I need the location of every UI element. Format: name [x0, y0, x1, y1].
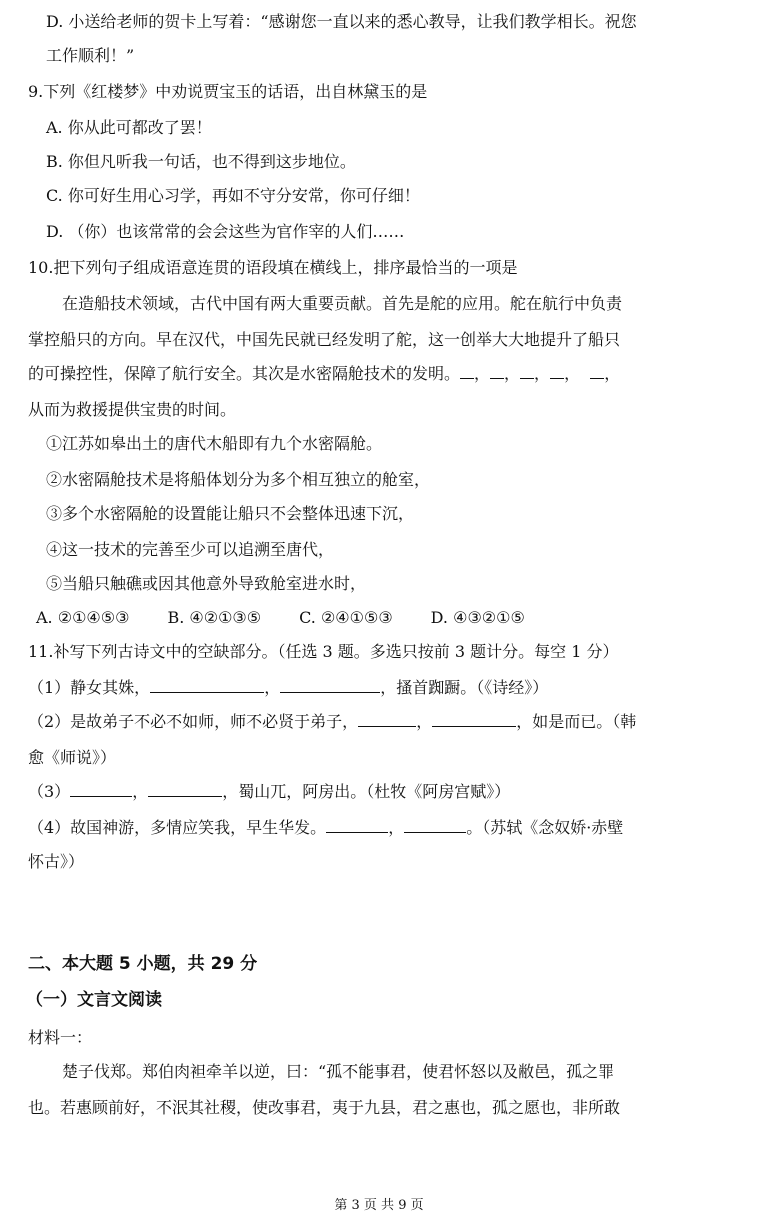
q10-blank-4[interactable] [550, 364, 564, 379]
q10-blank-3[interactable] [520, 364, 534, 379]
q10-sentence-4: ④这一技术的完善至少可以追溯至唐代， [46, 540, 335, 559]
q10-option-a[interactable]: A. ②①④⑤③ [36, 608, 130, 627]
q10-blank-5[interactable] [590, 364, 604, 379]
q8-option-d-line1: D. 小送给老师的贺卡上写着：“感谢您一直以来的悉心教导，让我们教学相长。祝您 [46, 12, 637, 31]
q11-item4-blank-2[interactable] [404, 818, 466, 833]
q10-sentence-3: ③多个水密隔舱的设置能让船只不会整体迅速下沉， [46, 504, 415, 523]
q11-item2-prefix: （2）是故弟子不必不如师，师不必贤于弟子， [28, 712, 359, 731]
q10-comma: ， [504, 364, 521, 383]
q10-sentence-2: ②水密隔舱技术是将船体划分为多个相互独立的舱室， [46, 470, 431, 489]
q9-option-a: A. 你从此可都改了罢！ [46, 118, 212, 137]
q11-item2-blank-2[interactable] [432, 712, 516, 727]
q11-item3-blank-1[interactable] [70, 782, 132, 797]
q11-item3-prefix: （3） [28, 782, 71, 801]
q11-item-2-cont: 愈《师说》） [28, 748, 117, 767]
q11-item1-suffix: ，搔首踟蹰。（《诗经》） [380, 678, 549, 697]
q10-blank-2[interactable] [490, 364, 504, 379]
q10-option-b[interactable]: B. ④②①③⑤ [167, 608, 262, 627]
q11-item-3 [28, 782, 510, 802]
q11-stem: 11.补写下列古诗文中的空缺部分。（任选 3 题。多选只按前 3 题计分。每空 1 分） [28, 642, 619, 661]
q11-item2-suffix: ，如是而已。（韩 [516, 712, 637, 731]
q11-item4-blank-1[interactable] [326, 818, 388, 833]
q11-item1-blank-2[interactable] [280, 678, 380, 693]
q10-options [36, 608, 563, 628]
q10-option-d[interactable]: D. ④③②①⑤ [430, 608, 525, 627]
q11-item1-prefix: （1）静女其姝， [28, 678, 151, 697]
section-heading: 二、本大题 5 小题，共 29 分 [28, 954, 258, 974]
q11-item-4 [28, 818, 623, 838]
passage-line1: 楚子伐郑。郑伯肉袒牵羊以逆，曰：“孤不能事君，使君怀怒以及敝邑，孤之罪 [62, 1062, 615, 1081]
q10-sentence-5: ⑤当船只触礁或因其他意外导致舱室进水时， [46, 574, 367, 593]
q11-item-2 [28, 712, 636, 732]
q11-comma: ， [264, 678, 281, 697]
q11-comma: ， [132, 782, 149, 801]
q10-passage-line1: 在造船技术领域，古代中国有两大重要贡献。首先是舵的应用。舵在航行中负责 [62, 294, 623, 313]
q11-item4-prefix: （4）故国神游，多情应笑我，早生华发。 [28, 818, 327, 837]
q11-item2-blank-1[interactable] [358, 712, 416, 727]
passage-line2: 也。若惠顾前好，不泯其社稷，使改事君，夷于九县，君之惠也，孤之愿也，非所敢 [28, 1098, 621, 1117]
q11-item-1 [28, 678, 548, 698]
q11-item3-suffix: ，蜀山兀，阿房出。（杜牧《阿房宫赋》） [222, 782, 511, 801]
q8-option-d-line2: 工作顺利！” [46, 46, 135, 65]
q10-comma: ， [604, 364, 621, 383]
q11-comma: ， [388, 818, 405, 837]
material-label: 材料一： [28, 1028, 93, 1047]
page-footer: 第 3 页 共 9 页 [334, 1198, 424, 1213]
q10-blank-1[interactable] [460, 364, 474, 379]
q11-item4-suffix: 。（苏轼《念奴娇·赤壁 [466, 818, 624, 837]
q9-stem: 9.下列《红楼梦》中劝说贾宝玉的话语，出自林黛玉的是 [28, 82, 428, 101]
q10-passage-line4: 从而为救援提供宝贵的时间。 [28, 400, 237, 419]
q10-comma: ， [534, 364, 551, 383]
q10-option-c[interactable]: C. ②④①⑤③ [299, 608, 393, 627]
q10-comma: ， [564, 364, 581, 383]
q9-option-d: D. （你）也该常常的会会这些为官作宰的人们…… [46, 222, 405, 241]
q10-passage-line3-text: 的可操控性，保障了航行安全。其次是水密隔舱技术的发明。 [28, 364, 461, 383]
subsection-heading: （一）文言文阅读 [26, 990, 162, 1010]
q11-item1-blank-1[interactable] [150, 678, 264, 693]
q9-option-c: C. 你可好生用心习学，再如不守分安常，你可仔细！ [46, 186, 420, 205]
q10-stem: 10.把下列句子组成语意连贯的语段填在横线上，排序最恰当的一项是 [28, 258, 518, 277]
q10-passage-line3 [28, 364, 620, 384]
q10-comma: ， [474, 364, 491, 383]
q11-item-4-cont: 怀古》） [28, 852, 85, 871]
q10-sentence-1: ①江苏如皋出土的唐代木船即有九个水密隔舱。 [46, 434, 383, 453]
q11-item3-blank-2[interactable] [148, 782, 222, 797]
q11-comma: ， [416, 712, 433, 731]
q9-option-b: B. 你但凡听我一句话，也不得到这步地位。 [46, 152, 356, 171]
q10-passage-line2: 掌控船只的方向。早在汉代，中国先民就已经发明了舵，这一创举大大地提升了船只 [28, 330, 621, 349]
